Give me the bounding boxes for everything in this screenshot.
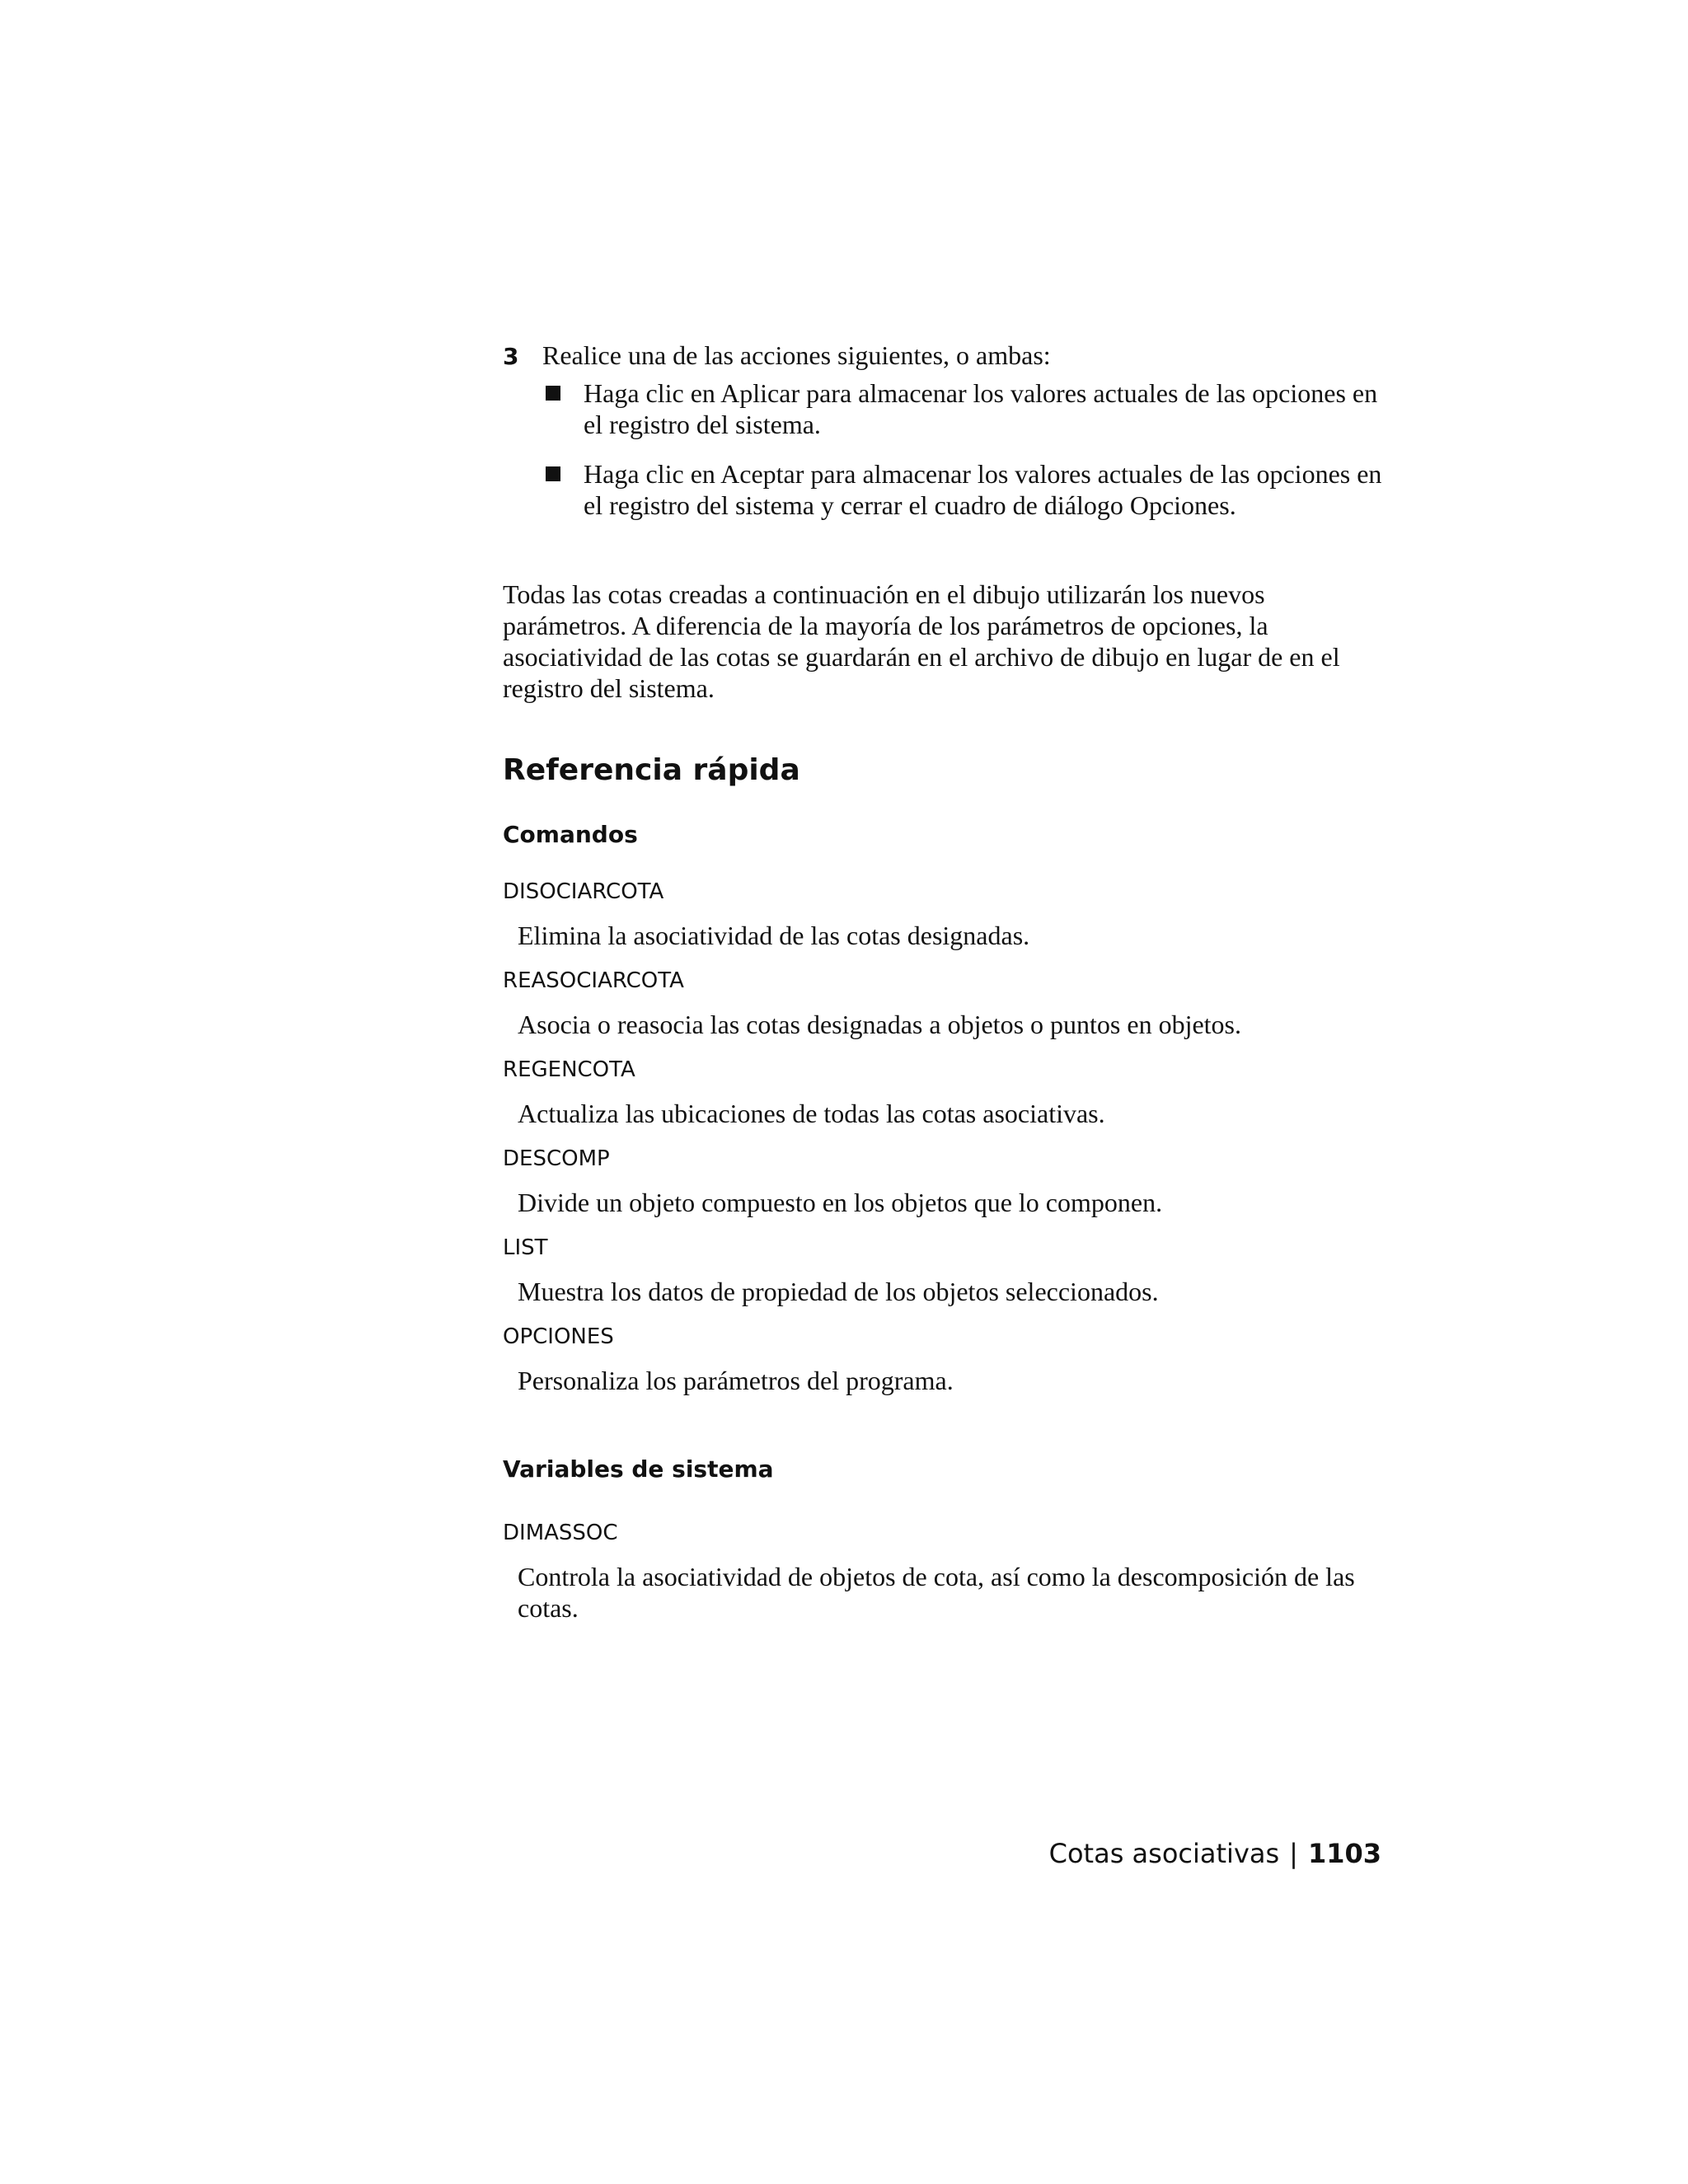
page-footer bbox=[1049, 1838, 1381, 1869]
step-text: Realice una de las acciones siguientes, o ambas: bbox=[542, 340, 1051, 370]
command-description: Actualiza las ubicaciones de todas las cotas asociativas. bbox=[518, 1099, 1105, 1128]
page-number: 1103 bbox=[1307, 1838, 1381, 1869]
footer-section-title: Cotas asociativas bbox=[1048, 1838, 1280, 1869]
numbered-step bbox=[503, 340, 1385, 539]
command-name: OPCIONES bbox=[503, 1324, 614, 1349]
section-heading: Referencia rápida bbox=[503, 753, 800, 787]
footer-separator: | bbox=[1289, 1838, 1298, 1869]
bullet-item bbox=[542, 377, 1385, 440]
variable-description: Controla la asociatividad de objetos de cota, así como la descomposición de las cotas. bbox=[518, 1562, 1355, 1623]
variables-list bbox=[503, 1516, 1385, 1637]
command-description: Personaliza los parámetros del programa. bbox=[518, 1366, 954, 1395]
bullet-list bbox=[542, 377, 1385, 521]
command-description: Muestra los datos de propiedad de los objetos seleccionados. bbox=[518, 1277, 1159, 1306]
command-description: Asocia o reasocia las cotas designadas a objetos o puntos en objetos. bbox=[518, 1010, 1241, 1039]
square-bullet-icon bbox=[546, 386, 560, 401]
body-paragraph: Todas las cotas creadas a continuación en el dibujo utilizarán los nuevos parámetros. A diferencia de la mayoría de los parámetros de opciones, la asociatividad de las cotas se guardarán en el archivo de dibujo en lugar de en el registro del sistema. bbox=[503, 579, 1340, 703]
command-name: LIST bbox=[503, 1235, 548, 1260]
command-name: DISOCIARCOTA bbox=[503, 879, 664, 904]
variables-heading: Variables de sistema bbox=[503, 1455, 774, 1483]
commands-heading: Comandos bbox=[503, 821, 638, 848]
square-bullet-icon bbox=[546, 466, 560, 481]
bullet-item bbox=[542, 458, 1385, 521]
command-description: Divide un objeto compuesto en los objetos que lo componen. bbox=[518, 1188, 1163, 1217]
variable-name: DIMASSOC bbox=[503, 1521, 618, 1545]
step-number: 3 bbox=[503, 343, 519, 370]
command-name: REGENCOTA bbox=[503, 1057, 635, 1082]
bullet-text: Haga clic en Aplicar para almacenar los valores actuales de las opciones en el registro del sistema. bbox=[584, 378, 1378, 439]
bullet-text: Haga clic en Aceptar para almacenar los valores actuales de las opciones en el registro del sistema y cerrar el cuadro de diálogo Opciones. bbox=[584, 459, 1382, 520]
commands-list bbox=[503, 875, 1385, 1409]
command-name: DESCOMP bbox=[503, 1146, 610, 1171]
command-description: Elimina la asociatividad de las cotas designadas. bbox=[518, 921, 1030, 950]
command-name: REASOCIARCOTA bbox=[503, 968, 684, 993]
